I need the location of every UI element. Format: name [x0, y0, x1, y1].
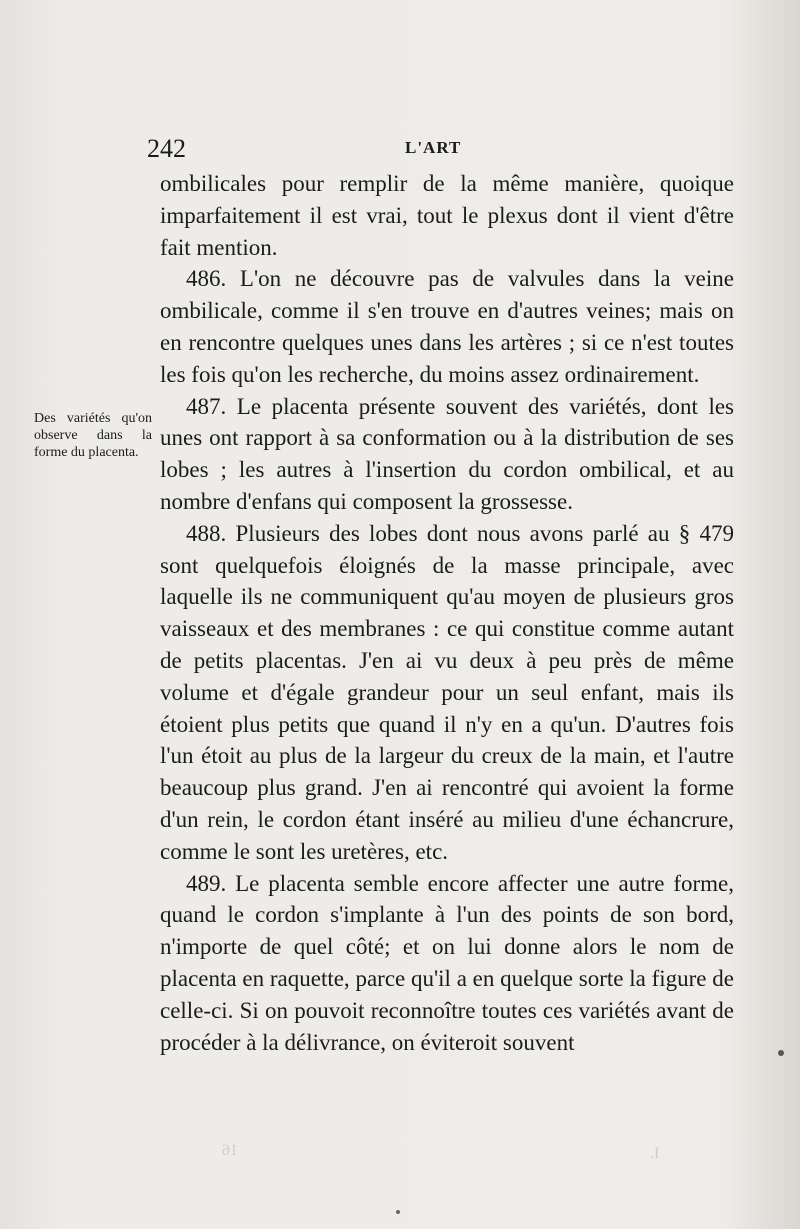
paragraph-text: Plusieurs des lobes dont nous avons parlé au § 479 sont quelquefois éloignés de la masse principale, avec laquelle ils ne communiquent qu'au moyen de plusieurs gros vaisseaux et des membranes : ce qui constitue comme autant de petits placentas. J'en ai vu deux à peu près de même volume et d'égale grandeur pour un seul enfant, mais ils étoient plus petits que quand il n'y en a qu'un. D'autres fois l'un étoit au plus de la largeur du creux de la main, et l'autre beaucoup plus grand. J'en ai rencontré qui avoient la forme d'un rein, le cordon étant inséré au milieu d'une échancrure, comme le sont les uretères, etc.: [160, 520, 735, 864]
paragraph-text: ombilicales pour remplir de la même manière, quoique imparfaitement il est vrai, tout le plexus dont il vient d'être fait mention.: [160, 171, 734, 260]
paragraph-text: Le placenta présente souvent des variétés, dont les unes ont rapport à sa conformation ou à la distribution de ses lobes ; les autres à l'insertion du cordon ombilical, et au nombre d'enfans qui composent la grossesse.: [160, 393, 734, 514]
page-number: 242: [147, 134, 186, 163]
paragraph-continuation: [160, 168, 734, 263]
paragraph-number: 487.: [186, 393, 227, 419]
paragraph-489: [160, 868, 734, 1059]
paragraph-number: 488.: [186, 520, 227, 546]
paragraph-number: 486.: [186, 266, 227, 292]
paragraph-number: 489.: [186, 870, 227, 896]
paragraph-487: [160, 391, 734, 518]
ink-spot: [778, 1050, 784, 1056]
running-head: L'ART: [405, 138, 462, 157]
paragraph-text: L'on ne découvre pas de valvules dans la veine ombilicale, comme il s'en trouve en d'autres veines; mais on en rencontre quelques unes dans les artères ; si ce n'est toutes les fois qu'on les recherche, du moins assez ordinairement.: [160, 266, 734, 387]
signature-mark-right: I.: [650, 1145, 660, 1162]
margin-note: Des variétés qu'on observe dans la forme du placenta.: [34, 411, 152, 460]
paragraph-488: [160, 518, 734, 868]
body-text: [160, 168, 734, 1058]
ink-spot: [396, 1210, 400, 1214]
paragraph-486: [160, 263, 734, 390]
page-header: [147, 134, 727, 170]
paragraph-text: Le placenta semble encore affecter une autre forme, quand le cordon s'implante à l'un des points de son bord, n'importe de quel côté; et on lui donne alors le nom de placenta en raquette, parce qu'il a en quelque sorte la figure de celle-ci. Si on pouvoit reconnoître toutes ces variétés avant de procéder à la délivrance, on éviteroit souvent: [160, 870, 735, 1055]
signature-mark-left: 16: [222, 1142, 238, 1159]
